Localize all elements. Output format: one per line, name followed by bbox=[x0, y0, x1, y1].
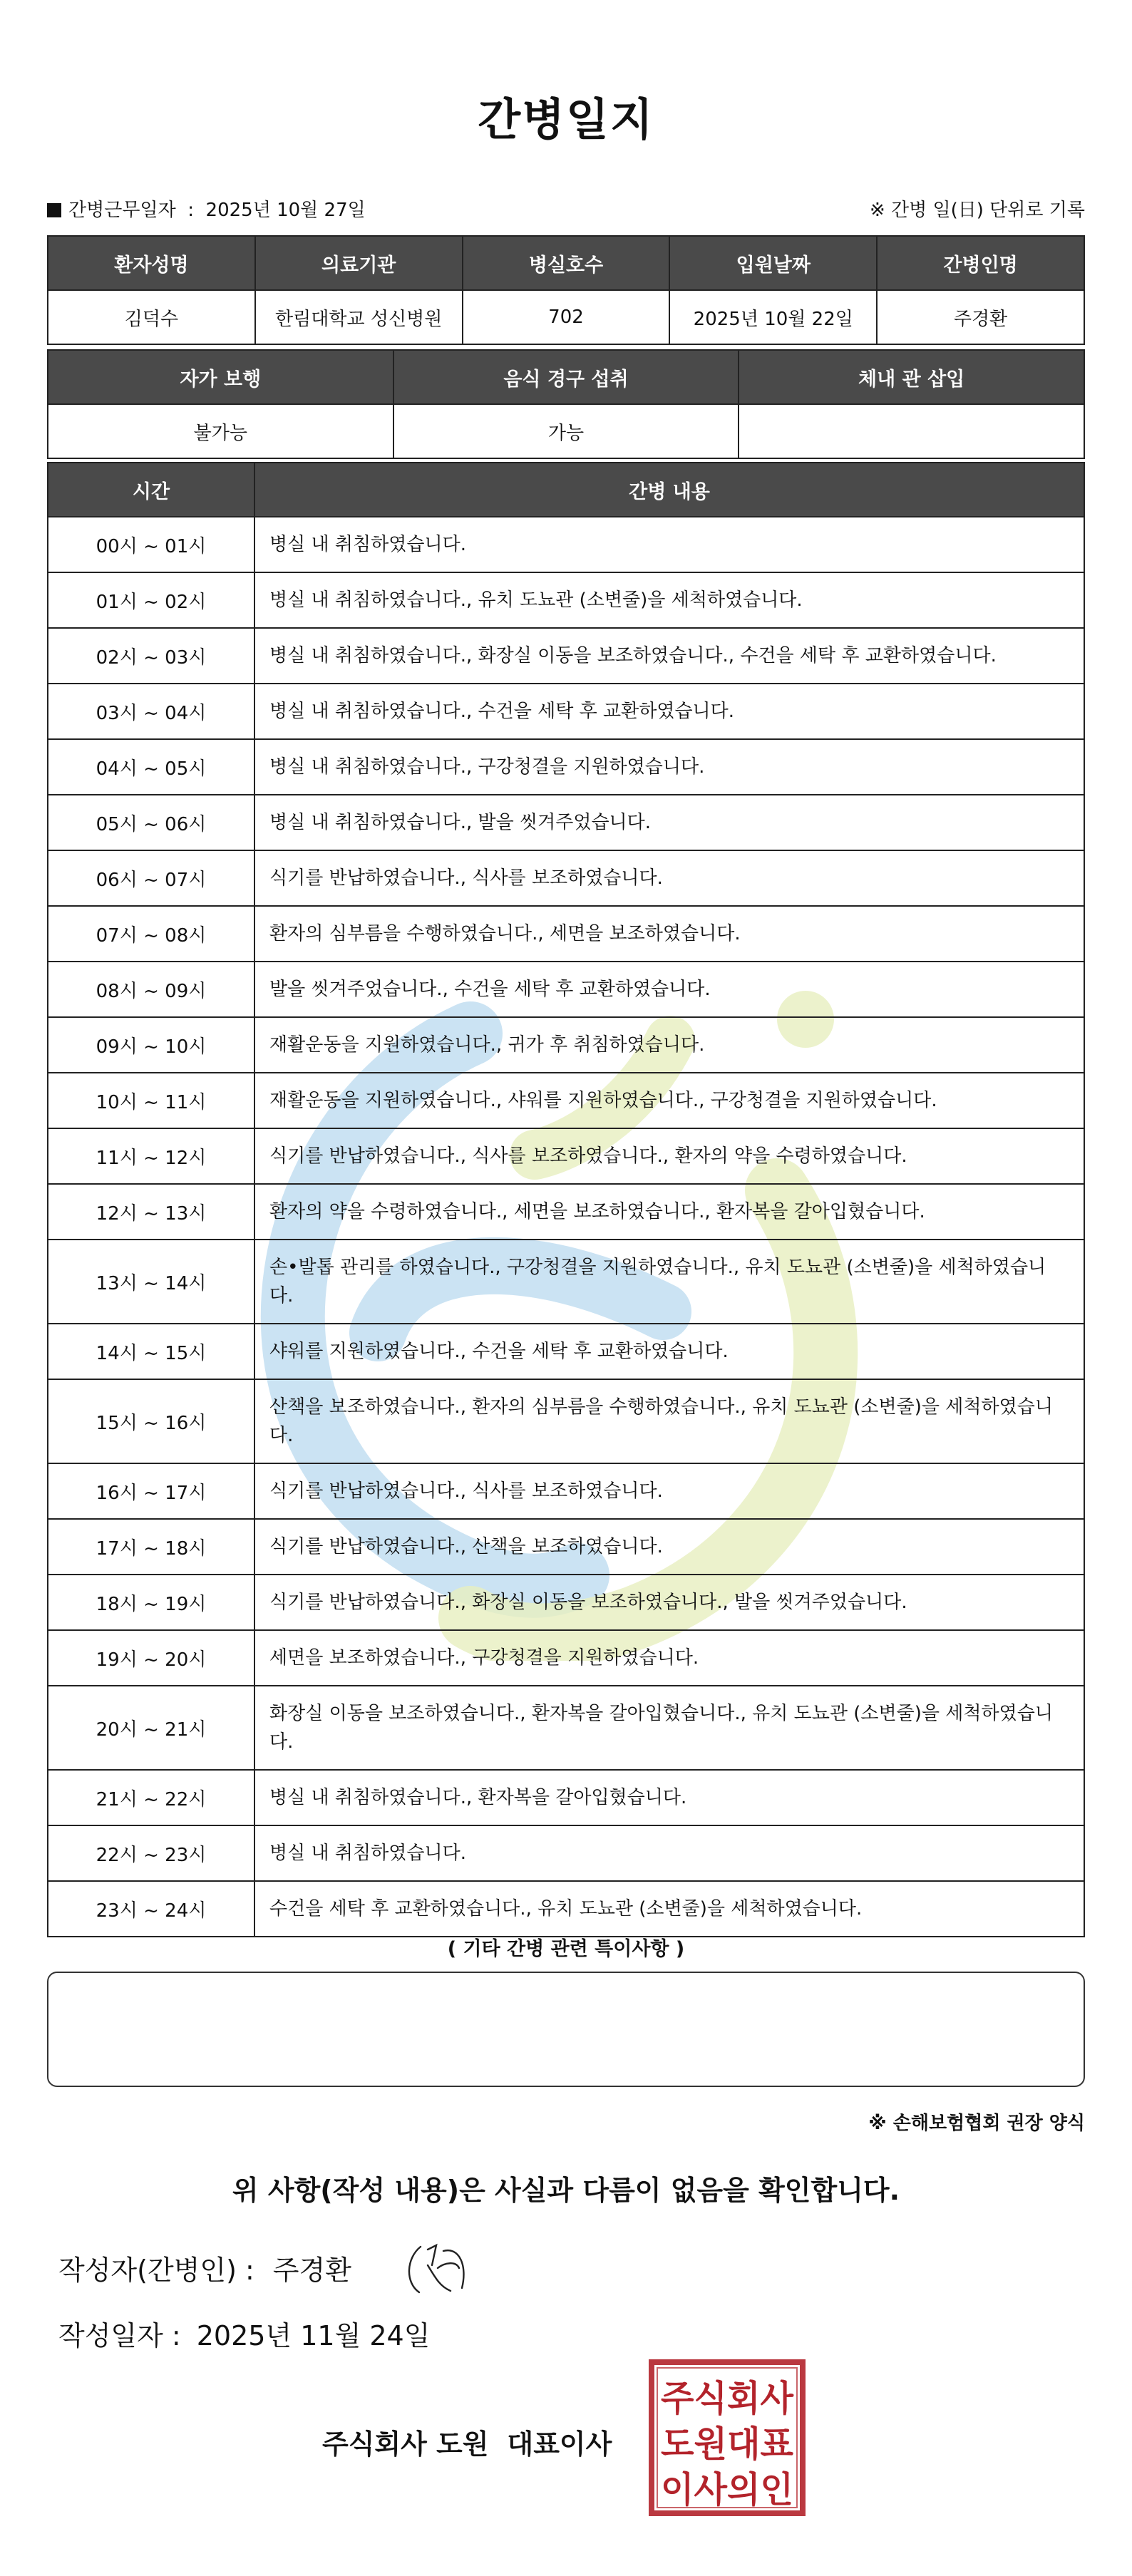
log-time-cell: 18시 ~ 19시 bbox=[48, 1575, 254, 1630]
log-row bbox=[48, 1825, 1084, 1881]
log-time-cell: 02시 ~ 03시 bbox=[48, 628, 254, 684]
log-content-cell: 병실 내 취침하였습니다. bbox=[254, 1825, 1084, 1881]
log-time-cell: 21시 ~ 22시 bbox=[48, 1770, 254, 1825]
work-date-line bbox=[47, 195, 366, 222]
hospital-name: 한림대학교 성신병원 bbox=[255, 290, 463, 344]
log-content-cell: 병실 내 취침하였습니다., 환자복을 갈아입혔습니다. bbox=[254, 1770, 1084, 1825]
special-notes-box bbox=[47, 1972, 1085, 2087]
log-time-cell: 03시 ~ 04시 bbox=[48, 684, 254, 739]
log-content-cell: 병실 내 취침하였습니다., 구강청결을 지원하였습니다. bbox=[254, 739, 1084, 795]
log-content-cell: 식기를 반납하였습니다., 식사를 보조하였습니다. bbox=[254, 850, 1084, 906]
signature-mark bbox=[399, 2237, 470, 2301]
room-number: 702 bbox=[463, 290, 670, 344]
info-value-row bbox=[48, 290, 1084, 344]
log-content-cell: 수건을 세탁 후 교환하였습니다., 유치 도뇨관 (소변줄)을 세척하였습니다. bbox=[254, 1881, 1084, 1937]
header-admission-date: 입원날짜 bbox=[669, 236, 877, 290]
log-time-cell: 15시 ~ 16시 bbox=[48, 1379, 254, 1463]
log-row bbox=[48, 795, 1084, 850]
header-care-content: 간병 내용 bbox=[254, 463, 1084, 517]
log-row bbox=[48, 1881, 1084, 1937]
header-time: 시간 bbox=[48, 463, 254, 517]
confirmation-statement: 위 사항(작성 내용)은 사실과 다름이 없음을 확인합니다. bbox=[232, 2175, 900, 2206]
colon-separator: : bbox=[175, 200, 206, 221]
log-time-cell: 14시 ~ 15시 bbox=[48, 1324, 254, 1379]
header-caregiver-name: 간병인명 bbox=[877, 236, 1084, 290]
written-date-label: 작성일자 : bbox=[58, 2320, 181, 2351]
flags-header-row bbox=[48, 350, 1084, 404]
log-header-row bbox=[48, 463, 1084, 517]
info-header-row bbox=[48, 236, 1084, 290]
log-content-cell: 발을 씻겨주었습니다., 수건을 세탁 후 교환하였습니다. bbox=[254, 962, 1084, 1017]
log-row bbox=[48, 572, 1084, 628]
log-content-cell: 병실 내 취침하였습니다., 유치 도뇨관 (소변줄)을 세척하였습니다. bbox=[254, 572, 1084, 628]
company-representative: 대표이사 bbox=[507, 2428, 612, 2460]
hourly-care-log-table bbox=[47, 462, 1085, 1937]
self-walking-value: 불가능 bbox=[48, 404, 393, 458]
log-content-cell: 산책을 보조하였습니다., 환자의 심부름을 수행하였습니다., 유치 도뇨관 (소변줄)을 세척하였습니다. bbox=[254, 1379, 1084, 1463]
log-row bbox=[48, 684, 1084, 739]
log-row bbox=[48, 1686, 1084, 1770]
header-oral-intake: 음식 경구 섭취 bbox=[393, 350, 739, 404]
header-tube-insertion: 체내 관 삽입 bbox=[739, 350, 1084, 404]
log-time-cell: 10시 ~ 11시 bbox=[48, 1073, 254, 1128]
header-hospital: 의료기관 bbox=[255, 236, 463, 290]
log-content-cell: 식기를 반납하였습니다., 식사를 보조하였습니다., 환자의 약을 수령하였습니다. bbox=[254, 1128, 1084, 1184]
log-row bbox=[48, 1463, 1084, 1519]
care-flags-table bbox=[47, 349, 1085, 459]
log-row bbox=[48, 1379, 1084, 1463]
log-content-cell: 환자의 심부름을 수행하였습니다., 세면을 보조하였습니다. bbox=[254, 906, 1084, 962]
seal-line-1: 주식회사 bbox=[661, 2378, 794, 2419]
log-content-cell: 샤워를 지원하였습니다., 수건을 세탁 후 교환하였습니다. bbox=[254, 1324, 1084, 1379]
log-content-cell: 병실 내 취침하였습니다., 발을 씻겨주었습니다. bbox=[254, 795, 1084, 850]
log-content-cell: 환자의 약을 수령하였습니다., 세면을 보조하였습니다., 환자복을 갈아입혔습니다. bbox=[254, 1184, 1084, 1240]
log-time-cell: 23시 ~ 24시 bbox=[48, 1881, 254, 1937]
unit-note: ※ 간병 일(日) 단위로 기록 bbox=[869, 200, 1085, 221]
log-content-cell: 병실 내 취침하였습니다., 화장실 이동을 보조하였습니다., 수건을 세탁 후 교환하였습니다. bbox=[254, 628, 1084, 684]
log-row bbox=[48, 1575, 1084, 1630]
log-row bbox=[48, 517, 1084, 572]
patient-info-table bbox=[47, 235, 1085, 345]
document-title: 간병일지 bbox=[478, 93, 654, 145]
log-row bbox=[48, 962, 1084, 1017]
log-row bbox=[48, 1519, 1084, 1575]
author-row bbox=[58, 2248, 351, 2287]
log-row bbox=[48, 1770, 1084, 1825]
notes-title: ( 기타 간병 관련 특이사항 ) bbox=[447, 1938, 685, 1960]
log-row bbox=[48, 850, 1084, 906]
log-content-cell: 세면을 보조하였습니다., 구강청결을 지원하였습니다. bbox=[254, 1630, 1084, 1686]
admission-date: 2025년 10월 22일 bbox=[669, 290, 877, 344]
log-row bbox=[48, 1630, 1084, 1686]
log-time-cell: 17시 ~ 18시 bbox=[48, 1519, 254, 1575]
log-content-cell: 재활운동을 지원하였습니다., 샤워를 지원하였습니다., 구강청결을 지원하였습니다. bbox=[254, 1073, 1084, 1128]
log-time-cell: 00시 ~ 01시 bbox=[48, 517, 254, 572]
header-room: 병실호수 bbox=[463, 236, 670, 290]
header-patient-name: 환자성명 bbox=[48, 236, 255, 290]
log-time-cell: 13시 ~ 14시 bbox=[48, 1240, 254, 1324]
author-name: 주경환 bbox=[272, 2255, 351, 2286]
work-date-value: 2025년 10월 27일 bbox=[205, 200, 366, 221]
log-time-cell: 12시 ~ 13시 bbox=[48, 1184, 254, 1240]
written-date-value: 2025년 11월 24일 bbox=[196, 2320, 431, 2351]
log-time-cell: 05시 ~ 06시 bbox=[48, 795, 254, 850]
log-row bbox=[48, 1017, 1084, 1073]
log-content-cell: 손•발톱 관리를 하였습니다., 구강청결을 지원하였습니다., 유치 도뇨관 (소변줄)을 세척하였습니다. bbox=[254, 1240, 1084, 1324]
footnote: ※ 손해보험협회 권장 양식 bbox=[868, 2113, 1085, 2134]
tube-insertion-value bbox=[739, 404, 1084, 458]
log-content-cell: 병실 내 취침하였습니다. bbox=[254, 517, 1084, 572]
header-self-walking: 자가 보행 bbox=[48, 350, 393, 404]
log-row bbox=[48, 1073, 1084, 1128]
log-content-cell: 재활운동을 지원하였습니다., 귀가 후 취침하였습니다. bbox=[254, 1017, 1084, 1073]
written-date-row bbox=[58, 2314, 430, 2353]
oral-intake-value: 가능 bbox=[393, 404, 739, 458]
flags-value-row bbox=[48, 404, 1084, 458]
company-signature-line bbox=[322, 2422, 612, 2461]
log-time-cell: 22시 ~ 23시 bbox=[48, 1825, 254, 1881]
log-row bbox=[48, 1240, 1084, 1324]
log-time-cell: 07시 ~ 08시 bbox=[48, 906, 254, 962]
log-time-cell: 11시 ~ 12시 bbox=[48, 1128, 254, 1184]
log-content-cell: 식기를 반납하였습니다., 산책을 보조하였습니다. bbox=[254, 1519, 1084, 1575]
caregiver-name: 주경환 bbox=[877, 290, 1084, 344]
log-row bbox=[48, 628, 1084, 684]
log-content-cell: 식기를 반납하였습니다., 식사를 보조하였습니다. bbox=[254, 1463, 1084, 1519]
log-time-cell: 04시 ~ 05시 bbox=[48, 739, 254, 795]
patient-name: 김덕수 bbox=[48, 290, 255, 344]
log-row bbox=[48, 1128, 1084, 1184]
seal-line-2: 도원대표 bbox=[661, 2423, 794, 2465]
work-date-label: 간병근무일자 bbox=[68, 200, 176, 221]
seal-line-3: 이사의인 bbox=[661, 2469, 793, 2510]
log-row bbox=[48, 1324, 1084, 1379]
log-time-cell: 16시 ~ 17시 bbox=[48, 1463, 254, 1519]
log-time-cell: 08시 ~ 09시 bbox=[48, 962, 254, 1017]
log-content-cell: 화장실 이동을 보조하였습니다., 환자복을 갈아입혔습니다., 유치 도뇨관 (소변줄)을 세척하였습니다. bbox=[254, 1686, 1084, 1770]
company-seal-stamp bbox=[646, 2356, 808, 2519]
author-label: 작성자(간병인) : bbox=[58, 2255, 254, 2286]
log-time-cell: 19시 ~ 20시 bbox=[48, 1630, 254, 1686]
log-row bbox=[48, 1184, 1084, 1240]
square-bullet-icon bbox=[47, 203, 61, 217]
log-content-cell: 식기를 반납하였습니다., 화장실 이동을 보조하였습니다., 발을 씻겨주었습니다. bbox=[254, 1575, 1084, 1630]
log-row bbox=[48, 739, 1084, 795]
log-time-cell: 09시 ~ 10시 bbox=[48, 1017, 254, 1073]
log-time-cell: 06시 ~ 07시 bbox=[48, 850, 254, 906]
log-time-cell: 20시 ~ 21시 bbox=[48, 1686, 254, 1770]
log-row bbox=[48, 906, 1084, 962]
log-content-cell: 병실 내 취침하였습니다., 수건을 세탁 후 교환하였습니다. bbox=[254, 684, 1084, 739]
company-name: 주식회사 도원 bbox=[322, 2428, 489, 2460]
log-time-cell: 01시 ~ 02시 bbox=[48, 572, 254, 628]
